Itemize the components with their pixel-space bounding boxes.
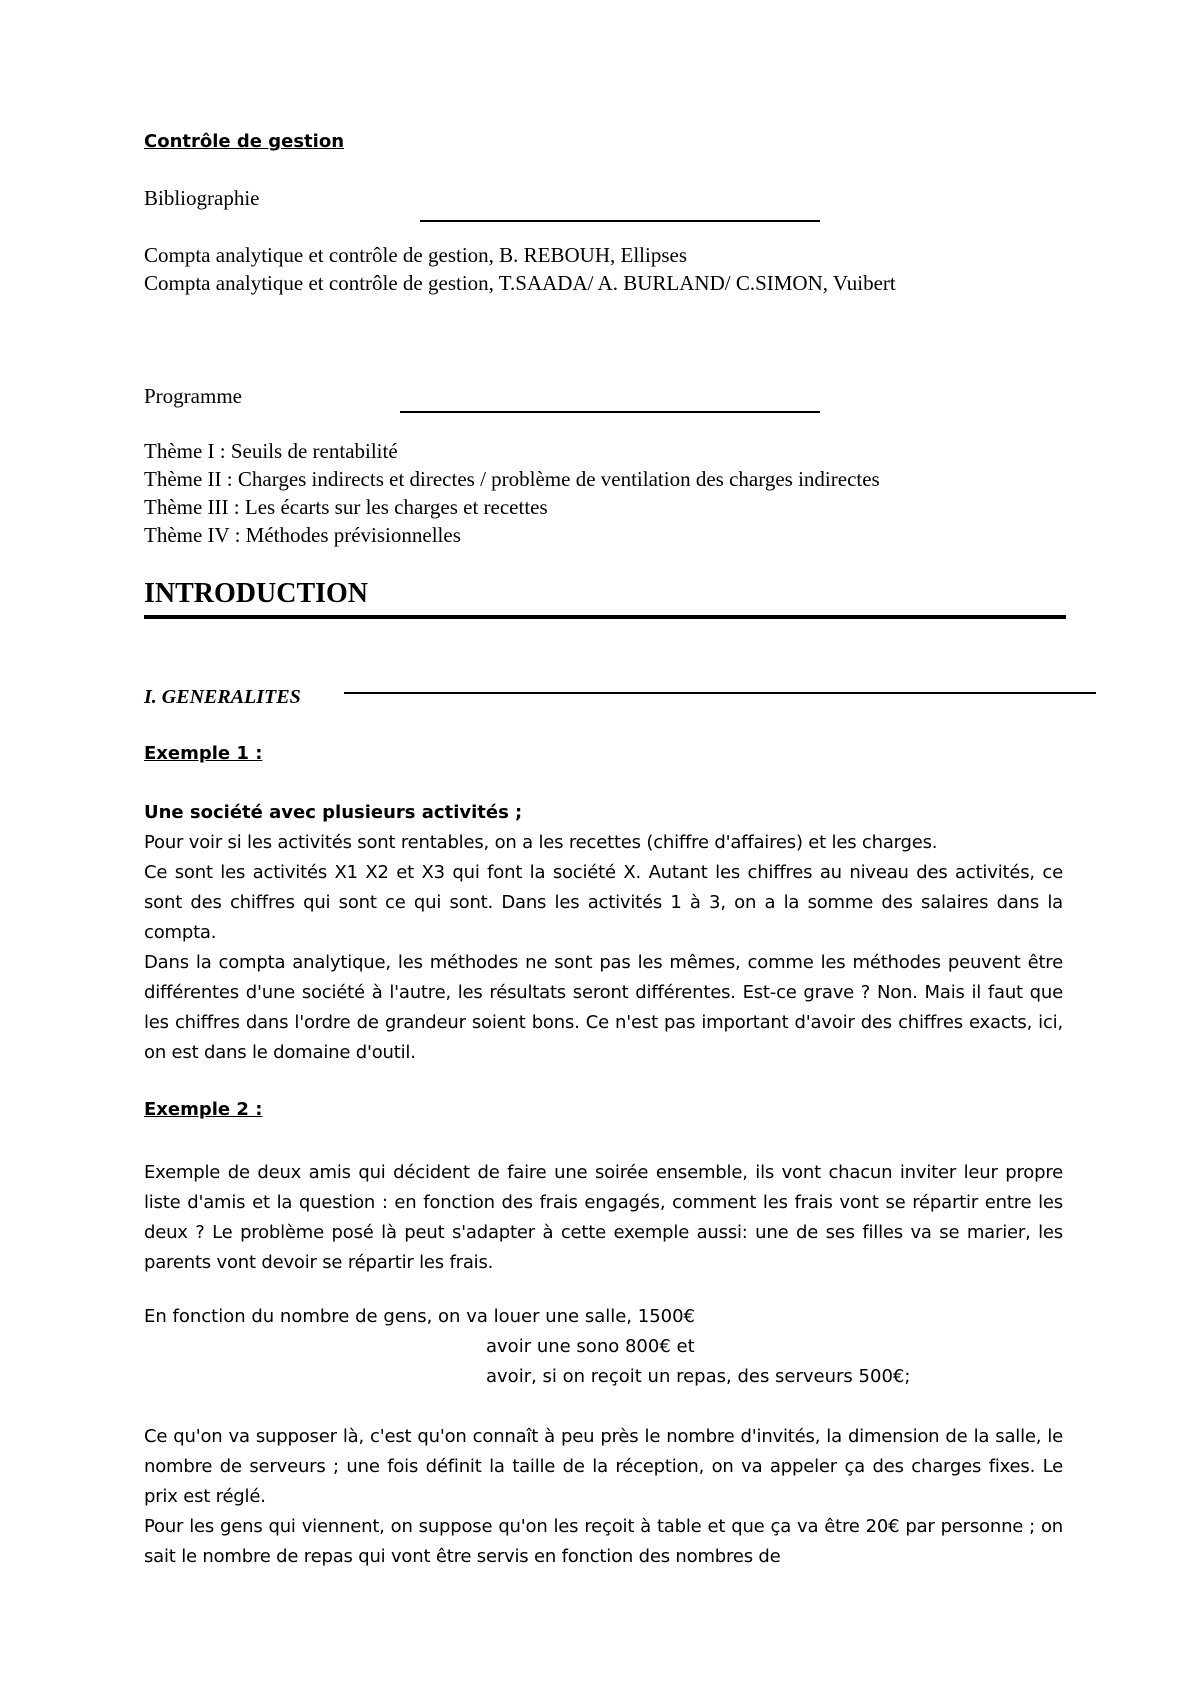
example-1-paragraph-2: Ce sont les activités X1 X2 et X3 qui font la société X. Autant les chiffres au niveau des activités, ce sont des chiffres qui sont ce qui sont. Dans les activités 1 à 3, on a la somme des salaires dans la compta.	[144, 862, 1063, 943]
cost-line-room: En fonction du nombre de gens, on va louer une salle, 1500€	[144, 1306, 696, 1327]
example-2-paragraph-2: Ce qu'on va supposer là, c'est qu'on connaît à peu près le nombre d'invités, la dimension de la salle, le nombre de serveurs ; une fois définit la taille de la réception, on va appeler ça des charges fixes. Le prix est réglé.	[144, 1426, 1063, 1507]
programme-rule	[400, 411, 820, 413]
bibliography-ref-2: Compta analytique et contrôle de gestion, T.SAADA/ A. BURLAND/ C.SIMON, Vuibert	[144, 271, 896, 295]
example-2-paragraph-1: Exemple de deux amis qui décident de faire une soirée ensemble, ils vont chacun inviter leur propre liste d'amis et la question : en fonction des frais engagés, comment les frais vont se répartir entre les deux ? Le problème posé là peut s'adapter à cette exemple aussi: une de ses filles va se marier, les parents vont devoir se répartir les frais.	[144, 1162, 1063, 1273]
example-1-paragraph-3: Dans la compta analytique, les méthodes ne sont pas les mêmes, comme les méthodes peuvent être différentes d'une société à l'autre, les résultats seront différentes. Est-ce grave ? Non. Mais il faut que les chiffres dans l'ordre de grandeur soient bons. Ce n'est pas important d'avoir des chiffres exacts, ici, on est dans le domaine d'outil.	[144, 952, 1063, 1063]
example-1-lead: Une société avec plusieurs activités ;	[144, 802, 523, 823]
theme-1: Thème I : Seuils de rentabilité	[144, 439, 398, 463]
section-heading: I. GENERALITES	[144, 686, 301, 708]
section-rule	[344, 692, 1096, 694]
example-2-heading: Exemple 2 :	[144, 1099, 263, 1120]
cost-line-sound: avoir une sono 800€ et	[486, 1336, 695, 1357]
bibliography-rule	[420, 220, 820, 222]
example-1-heading: Exemple 1 :	[144, 743, 263, 764]
cost-line-waiters: avoir, si on reçoit un repas, des serveurs 500€;	[486, 1366, 911, 1387]
programme-heading: Programme	[144, 384, 242, 408]
theme-2: Thème II : Charges indirects et directes / problème de ventilation des charges indirectes	[144, 467, 880, 491]
page-title: Contrôle de gestion	[144, 131, 345, 152]
introduction-rule	[144, 615, 1066, 619]
bibliography-heading: Bibliographie	[144, 186, 260, 210]
bibliography-ref-1: Compta analytique et contrôle de gestion, B. REBOUH, Ellipses	[144, 243, 687, 267]
introduction-heading: INTRODUCTION	[144, 578, 369, 609]
example-2-paragraph-3: Pour les gens qui viennent, on suppose qu'on les reçoit à table et que ça va être 20€ par personne ; on sait le nombre de repas qui vont être servis en fonction des nombres de	[144, 1516, 1063, 1567]
theme-4: Thème IV : Méthodes prévisionnelles	[144, 523, 461, 547]
theme-3: Thème III : Les écarts sur les charges et recettes	[144, 495, 548, 519]
example-1-paragraph-1: Pour voir si les activités sont rentables, on a les recettes (chiffre d'affaires) et les charges.	[144, 832, 938, 853]
